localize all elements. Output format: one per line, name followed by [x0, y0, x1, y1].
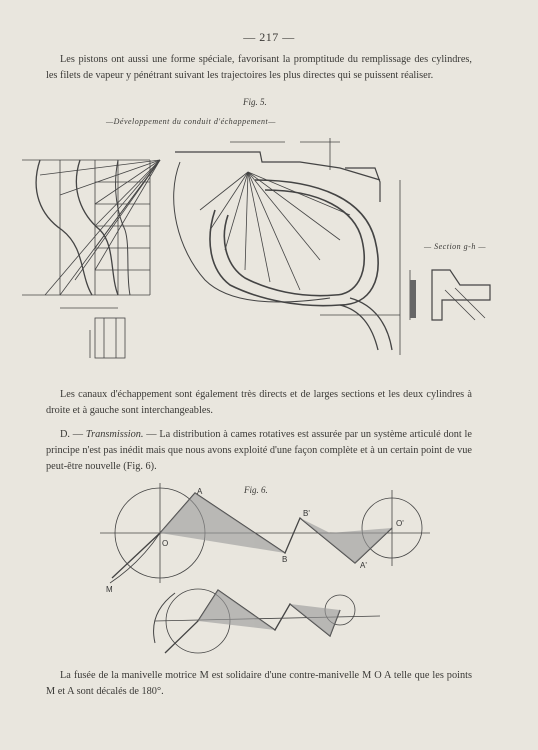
figure-6-drawing [0, 478, 538, 658]
transmission-heading: Transmission. [85, 429, 144, 440]
figure-5-caption: Fig. 5. [243, 97, 267, 107]
figure-6-caption: Fig. 6. [244, 485, 268, 495]
fig6-label-b: B [282, 555, 288, 564]
transmission-lead: D. — [60, 429, 86, 440]
transmission-text: — La distribution à cames rotatives est assurée par un système articulé dont le principe n'est pas inédit mais que nous avons exploité d'une façon complète et à un certain point de vue peut-être nouvelle (Fig. 6). [46, 429, 472, 472]
paragraph-exhaust [46, 387, 472, 419]
paragraph-transmission [46, 427, 472, 475]
figure-5-drawing [0, 120, 538, 360]
page-number: — 217 — [243, 30, 295, 44]
fig6-label-m: M [106, 585, 113, 594]
fig6-label-b-prime: B' [303, 509, 310, 518]
section-gh-label: — Section g-h — [424, 242, 486, 251]
figure-5-title: —Développement du conduit d'échappement— [106, 117, 276, 126]
fig6-label-o-prime: O' [396, 519, 404, 528]
paragraph-pistons [46, 52, 472, 84]
paragraph-exhaust-text: Les canaux d'échappement sont également très directs et de larges sections et les deux cylindres à droite et à gauche sont interchangeables. [46, 389, 472, 416]
fig6-label-a-prime: A' [360, 561, 367, 570]
paragraph-manivelle [46, 668, 472, 700]
fig6-label-a: A [197, 487, 203, 496]
fig6-label-o: O [162, 539, 169, 548]
paragraph-pistons-text: Les pistons ont aussi une forme spéciale, favorisant la promptitude du remplissage des cylindres, les filets de vapeur y pénétrant suivant les trajectoires les plus directes qui se puissent réaliser. [46, 54, 472, 81]
paragraph-manivelle-text: La fusée de la manivelle motrice M est solidaire d'une contre-manivelle M O A telle que les points M et A sont décalés de 180°. [46, 670, 472, 697]
